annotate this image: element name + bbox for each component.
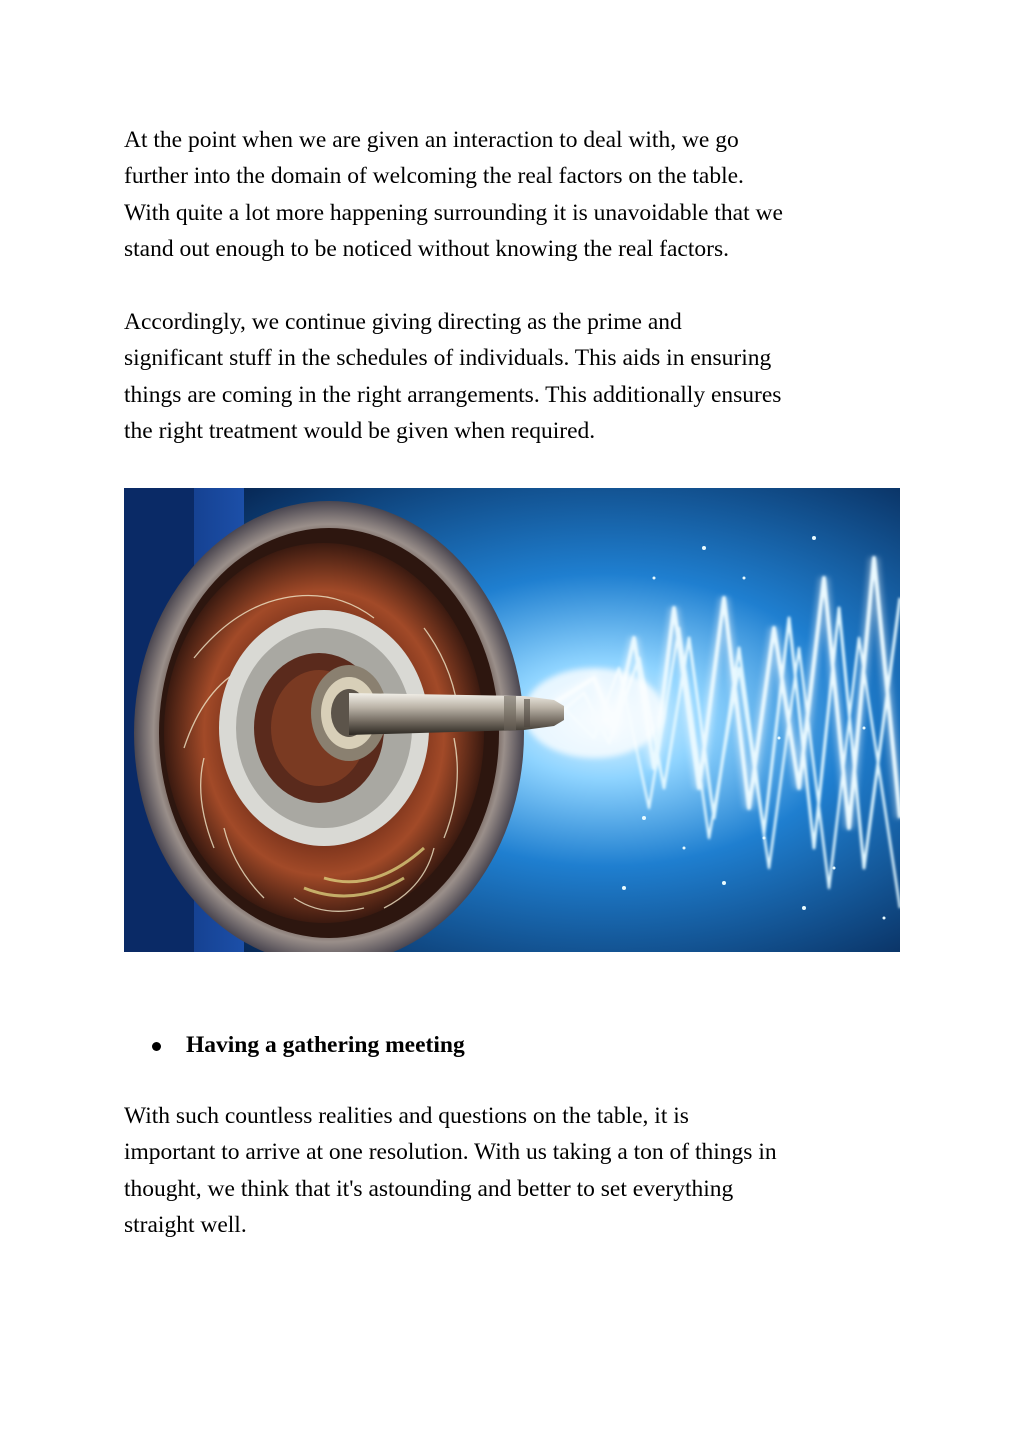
- text-line: With quite a lot more happening surrounding it is unavoidable that we: [124, 199, 783, 226]
- text-line: At the point when we are given an interaction to deal with, we go: [124, 127, 739, 153]
- bullet-item: [152, 1025, 465, 1065]
- electric-motor-image: [124, 488, 900, 952]
- text-line: straight well.: [124, 1211, 247, 1238]
- paragraph-intro: [124, 122, 904, 267]
- text-line: With such countless realities and questions on the table, it is: [124, 1103, 689, 1129]
- bullet-heading: Having a gathering meeting: [186, 1031, 465, 1058]
- text-line: stand out enough to be noticed without knowing the real factors.: [124, 235, 729, 262]
- text-line: important to arrive at one resolution. With us taking a ton of things in: [124, 1139, 777, 1166]
- text-line: significant stuff in the schedules of individuals. This aids in ensuring: [124, 345, 772, 372]
- text-line: Accordingly, we continue giving directing as the prime and: [124, 309, 682, 335]
- text-line: further into the domain of welcoming the real factors on the table.: [124, 163, 744, 190]
- text-line: the right treatment would be given when required.: [124, 417, 596, 444]
- bullet-dot-icon: [152, 1042, 161, 1051]
- paragraph-accordingly: [124, 304, 904, 449]
- text-line: things are coming in the right arrangements. This additionally ensures: [124, 381, 782, 408]
- paragraph-resolution: [124, 1098, 904, 1243]
- text-line: thought, we think that it's astounding and better to set everything: [124, 1175, 734, 1202]
